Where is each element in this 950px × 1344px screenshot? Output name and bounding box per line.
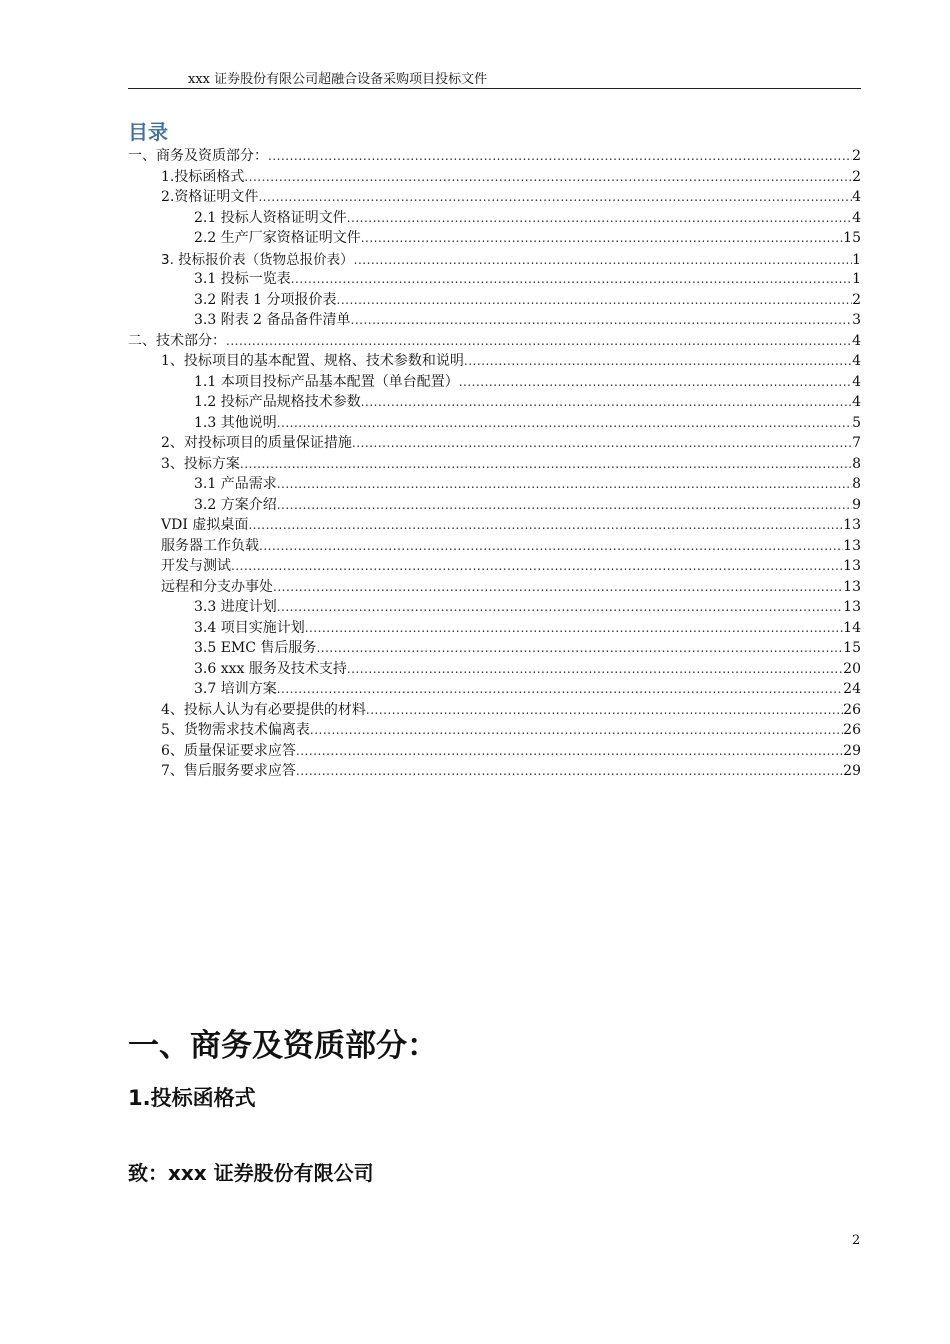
toc-entry[interactable]: 7、售后服务要求应答 ..... 29 [128,760,861,781]
toc-entry[interactable]: 远程和分支办事处 ..... 13 [128,576,861,597]
toc-title: 目录 [128,120,168,144]
toc-entry[interactable]: 2.1 投标人资格证明文件 ..... 4 [128,207,861,228]
toc-entry[interactable]: 3.2 方案介绍 ..... 9 [128,494,861,515]
toc-entry[interactable]: 1.2 投标产品规格技术参数 ..... 4 [128,391,861,412]
toc-entry[interactable]: 3.7 培训方案 ..... 24 [128,678,861,699]
toc-entry[interactable]: 3、投标方案 ..... 8 [128,453,861,474]
toc-entry[interactable]: 2.2 生产厂家资格证明文件 ..... 15 [128,227,861,248]
toc-entry[interactable]: 3.5 EMC 售后服务 ..... 15 [128,637,861,658]
toc-entry[interactable]: 3.1 投标一览表 ..... 1 [128,268,861,289]
toc-entry[interactable]: 一、商务及资质部分： ..... 2 [128,145,861,166]
addressee-line: 致：xxx 证券股份有限公司 [128,1161,374,1185]
page-header [128,66,861,89]
toc-entry[interactable]: 1、投标项目的基本配置、规格、技术参数和说明 ..... 4 [128,350,861,371]
toc-entry[interactable]: 3.2 附表 1 分项报价表 ..... 2 [128,289,861,310]
header-text: xxx 证券股份有限公司超融合设备采购项目投标文件 [188,72,488,87]
toc-entry[interactable]: 1.投标函格式 ..... 2 [128,166,861,187]
toc-entry[interactable]: VDI 虚拟桌面 ..... 13 [128,514,861,535]
subsection-heading: 1.投标函格式 [128,1086,256,1110]
toc-entry[interactable]: 3.1 产品需求 ..... 8 [128,473,861,494]
page-number: 2 [852,1233,861,1248]
toc-entry[interactable]: 服务器工作负载 ..... 13 [128,535,861,556]
toc-entry[interactable]: 开发与测试 ..... 13 [128,555,861,576]
toc-entry[interactable]: 1.3 其他说明 ..... 5 [128,412,861,433]
section-heading: 一、商务及资质部分： [128,1028,438,1064]
toc-entry[interactable]: 2、对投标项目的质量保证措施 ..... 7 [128,432,861,453]
toc-entry[interactable]: 6、质量保证要求应答 ..... 29 [128,740,861,761]
toc-entry[interactable]: 5、货物需求技术偏离表 ..... 26 [128,719,861,740]
toc-entry[interactable]: 2.资格证明文件 ..... 4 [128,186,861,207]
toc-entry[interactable]: 1.1 本项目投标产品基本配置（单台配置） ..... 4 [128,371,861,392]
toc-entry[interactable]: 3.4 项目实施计划 ..... 14 [128,617,861,638]
toc-entry[interactable]: 3.3 附表 2 备品备件清单 ..... 3 [128,309,861,330]
toc-entry[interactable]: 二、技术部分： ..... 4 [128,330,861,351]
toc-entry[interactable]: 3. 投标报价表（货物总报价表） ..... 1 [128,248,861,269]
toc-entry[interactable]: 3.3 进度计划 ..... 13 [128,596,861,617]
toc-entry[interactable]: 4、投标人认为有必要提供的材料 ..... 26 [128,699,861,720]
toc-entry[interactable]: 3.6 xxx 服务及技术支持 ..... 20 [128,658,861,679]
table-of-contents [128,145,861,781]
